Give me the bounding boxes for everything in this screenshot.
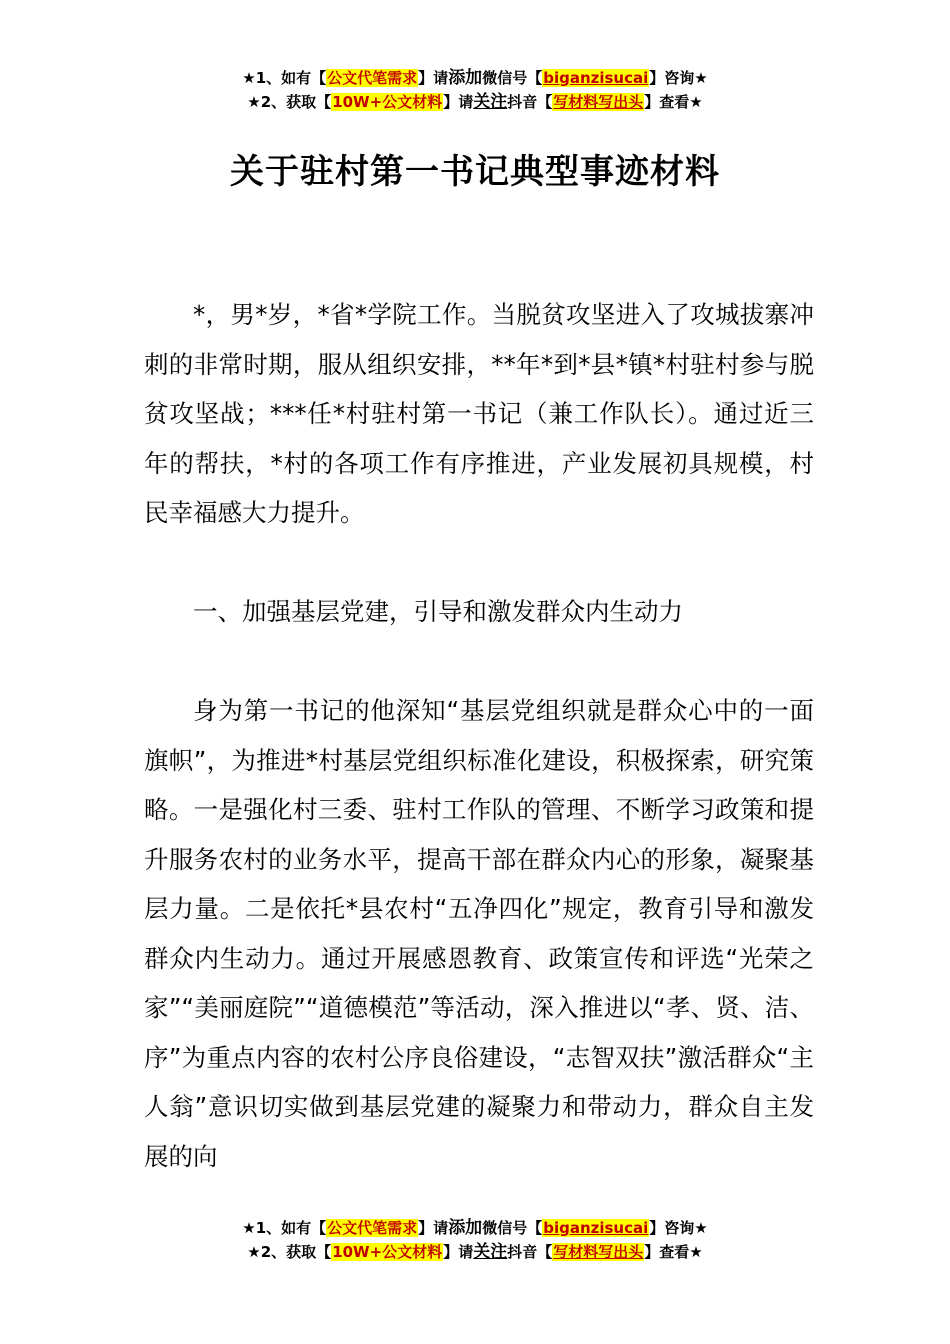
ad-line-1: ★1、如有【公文代笔需求】请添加微信号【biganzisucai】咨询★: [242, 68, 708, 88]
ad-line-2: ★2、获取【10W+公文材料】请关注抖音【写材料写出头】查看★: [247, 92, 703, 112]
ad-line-2: ★2、获取【10W+公文材料】请关注抖音【写材料写出头】查看★: [247, 1242, 703, 1262]
ad-line-1: ★1、如有【公文代笔需求】请添加微信号【biganzisucai】咨询★: [242, 1218, 708, 1238]
ad-highlight-wechat-id: biganzisucai: [543, 1219, 649, 1237]
ad-highlight-douyin-id: 写材料写出头: [553, 93, 644, 111]
document-title: 关于驻村第一书记典型事迹材料: [230, 152, 720, 192]
ad-highlight-wechat-id: biganzisucai: [543, 69, 649, 87]
ad-highlight-douyin-id: 写材料写出头: [553, 1243, 644, 1261]
ad-highlight-service: 公文代笔需求: [327, 1219, 418, 1237]
header-ad-banner: [0, 66, 950, 114]
section-heading-1: 一、加强基层党建，引导和激发群众内生动力: [193, 597, 683, 626]
ad-highlight-materials: 10W+公文材料: [332, 1243, 443, 1261]
footer-ad-banner: [0, 1216, 950, 1264]
ad-highlight-materials: 10W+公文材料: [332, 93, 443, 111]
ad-highlight-service: 公文代笔需求: [327, 69, 418, 87]
document-body: [144, 290, 814, 1181]
paragraph-intro: *，男*岁，*省*学院工作。当脱贫攻坚进入了攻城拔寨冲刺的非常时期，服从组织安排，**年*到*县*镇*村驻村参与脱贫攻坚战；***任*村驻村第一书记（兼工作队长）。通过近三年的帮扶，*村的各项工作有序推进，产业发展初具规模，村民幸福感大力提升。: [144, 300, 814, 527]
paragraph-party-building: 身为第一书记的他深知“基层党组织就是群众心中的一面旗帜”，为推进*村基层党组织标准化建设，积极探索，研究策略。一是强化村三委、驻村工作队的管理、不断学习政策和提升服务农村的业务水平，提高干部在群众内心的形象，凝聚基层力量。二是依托*县农村“五净四化”规定，教育引导和激发群众内生动力。通过开展感恩教育、政策宣传和评选“光荣之家”“美丽庭院”“道德模范”等活动，深入推进以“孝、贤、洁、序”为重点内容的农村公序良俗建设，“志智双扶”激活群众“主人翁”意识切实做到基层党建的凝聚力和带动力，群众自主发展的向: [144, 696, 814, 1171]
